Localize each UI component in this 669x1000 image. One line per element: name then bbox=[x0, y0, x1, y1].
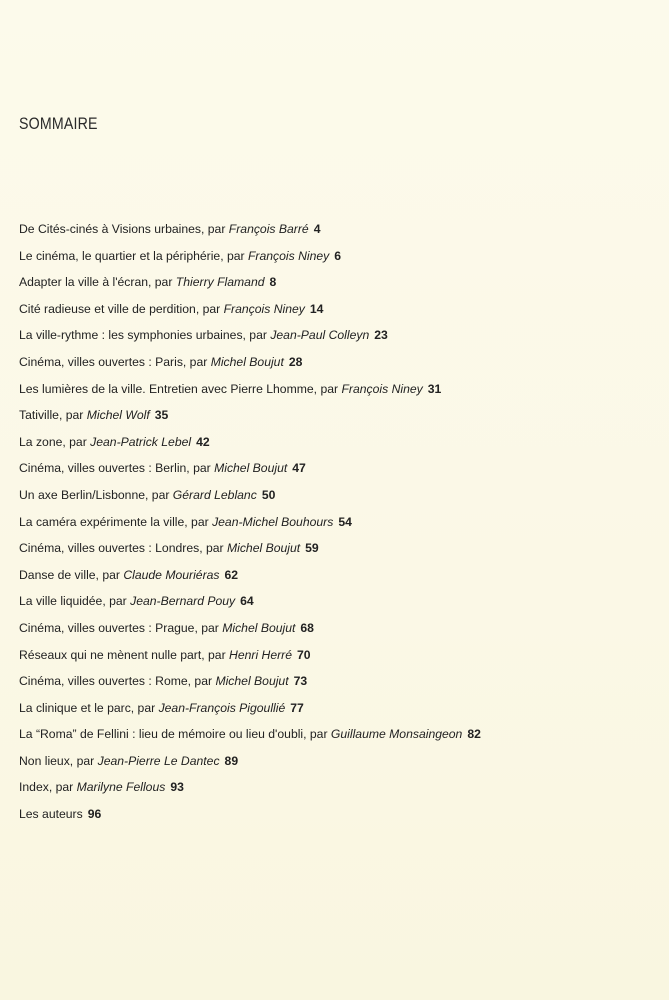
toc-entry bbox=[0, 668, 669, 695]
entry-title: Cinéma, villes ouvertes : Rome, par bbox=[19, 674, 216, 689]
entry-page-number: 93 bbox=[170, 780, 184, 795]
entry-page-number: 54 bbox=[338, 514, 352, 529]
entry-author: Jean-Bernard Pouy bbox=[130, 594, 236, 609]
toc-entry bbox=[0, 695, 669, 722]
entry-author: Jean-Patrick Lebel bbox=[90, 434, 192, 449]
entry-page-number: 64 bbox=[240, 594, 254, 609]
entry-page-number: 68 bbox=[300, 620, 314, 635]
toc-entry bbox=[0, 721, 669, 748]
entry-page-number: 89 bbox=[224, 753, 239, 768]
entry-page-number: 4 bbox=[313, 222, 321, 236]
toc-entry bbox=[0, 376, 669, 403]
entry-page-number: 8 bbox=[269, 275, 277, 290]
entry-author: Thierry Flamand bbox=[175, 275, 265, 290]
entry-page-number: 82 bbox=[467, 727, 481, 742]
toc-entry bbox=[0, 801, 669, 828]
entry-title: Index, par bbox=[19, 780, 77, 795]
entry-page-number: 31 bbox=[427, 381, 442, 396]
entry-author: Jean-Michel Bouhours bbox=[212, 514, 334, 529]
entry-author: François Barré bbox=[228, 222, 309, 236]
entry-author: Michel Boujut bbox=[226, 541, 301, 556]
entry-title: Les auteurs bbox=[19, 807, 83, 822]
toc-entry bbox=[0, 402, 669, 429]
entry-page-number: 70 bbox=[297, 647, 311, 662]
entry-author: Michel Wolf bbox=[86, 408, 150, 423]
entry-page-number: 28 bbox=[288, 354, 303, 369]
toc-entry bbox=[0, 562, 669, 589]
toc-entry bbox=[0, 482, 669, 509]
toc-entry bbox=[0, 455, 669, 482]
toc-entry bbox=[0, 774, 669, 801]
entry-title: Un axe Berlin/Lisbonne, par bbox=[19, 487, 173, 502]
entry-title: Cinéma, villes ouvertes : Berlin, par bbox=[19, 461, 215, 476]
entry-author: François Niney bbox=[341, 381, 423, 396]
entry-author: Michel Boujut bbox=[222, 620, 296, 635]
entry-title: La zone, par bbox=[19, 434, 91, 449]
entry-title: Les lumières de la ville. Entretien avec Pierre Lhomme, par bbox=[19, 381, 342, 396]
entry-author: Michel Boujut bbox=[215, 674, 289, 689]
entry-title: De Cités-cinés à Visions urbaines, par bbox=[19, 222, 229, 236]
entry-author: Henri Herré bbox=[229, 647, 293, 662]
entry-author: Jean-Pierre Le Dantec bbox=[97, 753, 220, 768]
toc-entry bbox=[0, 535, 669, 562]
entry-page-number: 73 bbox=[293, 674, 308, 689]
toc-entry bbox=[0, 588, 669, 615]
toc-entry bbox=[0, 269, 669, 296]
entry-title: Non lieux, par bbox=[19, 753, 98, 768]
page-title: SOMMAIRE bbox=[19, 115, 98, 133]
entry-page-number: 42 bbox=[196, 434, 210, 449]
entry-title: Cité radieuse et ville de perdition, par bbox=[19, 301, 224, 316]
entry-title: Danse de ville, par bbox=[19, 567, 124, 582]
toc-entry bbox=[0, 243, 669, 270]
entry-author: Claude Mouriéras bbox=[123, 567, 220, 582]
toc-entry bbox=[0, 509, 669, 536]
entry-title: Cinéma, villes ouvertes : Paris, par bbox=[19, 354, 211, 369]
entry-title: La ville liquidée, par bbox=[19, 594, 131, 609]
entry-author: Michel Boujut bbox=[214, 461, 288, 476]
entry-title: Réseaux qui ne mènent nulle part, par bbox=[19, 647, 230, 662]
entry-page-number: 14 bbox=[309, 301, 324, 316]
toc-entry bbox=[0, 322, 669, 349]
entry-page-number: 77 bbox=[290, 700, 304, 715]
entry-page-number: 96 bbox=[87, 807, 102, 822]
toc-entry bbox=[0, 429, 669, 456]
entry-title: Tativille, par bbox=[19, 408, 87, 423]
toc-entry bbox=[0, 642, 669, 669]
entry-title: Le cinéma, le quartier et la périphérie, par bbox=[19, 248, 248, 263]
entry-page-number: 59 bbox=[305, 541, 319, 556]
entry-title: Cinéma, villes ouvertes : Londres, par bbox=[19, 541, 227, 556]
entry-page-number: 62 bbox=[224, 567, 239, 582]
toc-entry bbox=[0, 296, 669, 323]
entry-author: Michel Boujut bbox=[210, 354, 284, 369]
entry-author: Jean-Paul Colleyn bbox=[270, 328, 370, 343]
entry-title: La caméra expérimente la ville, par bbox=[19, 514, 213, 529]
entry-title: La clinique et le parc, par bbox=[19, 700, 159, 715]
entry-author: François Niney bbox=[247, 248, 330, 263]
entry-title: La “Roma” de Fellini : lieu de mémoire ou lieu d'oubli, par bbox=[19, 727, 331, 742]
toc-entry bbox=[0, 615, 669, 642]
toc-entry bbox=[0, 349, 669, 376]
entry-title: Adapter la ville à l'écran, par bbox=[19, 275, 176, 290]
entry-page-number: 23 bbox=[374, 328, 388, 343]
entry-page-number: 50 bbox=[261, 487, 276, 502]
toc-entry bbox=[0, 216, 669, 243]
entry-title: La ville-rythme : les symphonies urbaines, par bbox=[19, 328, 271, 343]
entry-author: Guillaume Monsaingeon bbox=[330, 727, 463, 742]
entry-author: Gérard Leblanc bbox=[172, 487, 257, 502]
entry-page-number: 6 bbox=[334, 248, 342, 263]
entry-author: François Niney bbox=[223, 301, 305, 316]
entry-page-number: 35 bbox=[154, 408, 169, 423]
toc-entry bbox=[0, 748, 669, 775]
entry-author: Marilyne Fellous bbox=[76, 780, 166, 795]
entry-page-number: 47 bbox=[292, 461, 306, 476]
table-of-contents bbox=[0, 216, 669, 828]
entry-author: Jean-François Pigoullié bbox=[158, 700, 286, 715]
entry-title: Cinéma, villes ouvertes : Prague, par bbox=[19, 620, 223, 635]
